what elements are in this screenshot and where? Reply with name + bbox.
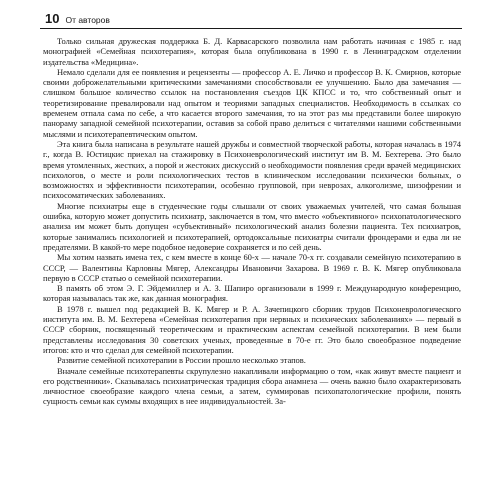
paragraph: Развитие семейной психотерапии в России прошло несколько этапов. (57, 355, 306, 366)
paragraph: Только сильная дружеская поддержка Б. Д. Карвасарского позволила нам работать начиная с 1985 г. над монографией «Семейная психотерапия», которая была опубликована в 1990 г. в Ленинградском отделении издательства «Медицина». (43, 36, 461, 67)
paragraph: Вначале семейные психотерапевты скрупулезно накапливали информацию о том, «как живут вместе пациент и его родственники». Сказывалась психиатрическая традиция сбора анамнеза — очень важно было охарактеризовать личностное своеобразие каждого члена семьи, а затем, суммировав психопатологические профили, понять сущность семьи как суммы входящих в нее индивидуальностей. За- (43, 365, 461, 407)
paragraph: Мы хотим назвать имена тех, с кем вместе в конце 60-х — начале 70-х гг. создавали семейную психотерапию в СССР, — Валентины Карловны Мягер, Александры Ивановичи Захарова. В 1969 г. В. К. Мягер опубликовала первую в СССР статью о семейной психотерапии. (43, 252, 461, 283)
page-header (45, 11, 110, 25)
page-number: 10 (45, 11, 60, 26)
paragraph: Многие психиатры еще в студенческие годы слышали от своих уважаемых учителей, что самая большая ошибка, которую может допустить психиатр, заключается в том, что вместо «объективного» психопатологического анализа им может быть допущен «субъективный» психологический анализ болезни пациента. Тех психиатров, которые занимались психологией и психотерапией, ортодоксальные психиатры считали фрондерами и едва ли не предателями. В какой-то мере подобное недоверие сохраняется и по сей день. (43, 200, 461, 252)
running-head: От авторов (65, 15, 110, 25)
paragraph: Эта книга была написана в результате нашей дружбы и совместной творческой работы, которая началась в 1974 г., когда В. Юстицкис приехал на стажировку в Психоневрологический институт им В. М. Бехтерева. Это было время утомленных, жестких, а порой и жестоких дискуссий о необходимости появления среди врачей медицинских психологов, о месте и роли психологических тестов в клиническом исследовании психически больных, о возможностях и эффективности психотерапии, особенно групповой, при неврозах, алкоголизме, шизофрении и психосоматических заболеваниях. (43, 138, 461, 201)
paragraph: В память об этом Э. Г. Эйдемиллер и А. З. Шапиро организовали в 1999 г. Международную конференцию, которая называлась так же, как данная монография. (43, 283, 461, 304)
body-text (43, 36, 461, 407)
paragraph: Немало сделали для ее появления и рецензенты — профессор А. Е. Личко и профессор В. К. Смирнов, которые своими доброжелательными критическими замечаниями способствовали ее улучшению. Было два замечания — слишком большое количество ссылок на постановления съездов ЦК КПСС и то, что собственный опыт и теоретизирование превалировали над опытом и теориями западных специалистов. Необходимость в ссылках со временем отпала сама по себе, а что касается второго замечания, то на этот раз мы представили более широкую панораму западной семейной психотерапии, оставив за собой право делиться с читателями нашими собственными мыслями и психотерапевтическим опытом. (43, 66, 461, 139)
header-rule (40, 28, 462, 29)
paragraph: В 1978 г. вышел под редакцией В. К. Мягер и Р. А. Зачепицкого сборник трудов Психоневрологического института им. В. М. Бехтерева «Семейная психотерапия при нервных и психических заболеваниях» — первый в СССР сборник, посвященный теоретическим и практическим аспектам семейной психотерапии. В нем были представлены исследования 30 советских ученых, проведенные в 70-е гг. Это было своеобразное подведение итогов: кто и что сделал для семейной психотерапии. (43, 303, 461, 355)
